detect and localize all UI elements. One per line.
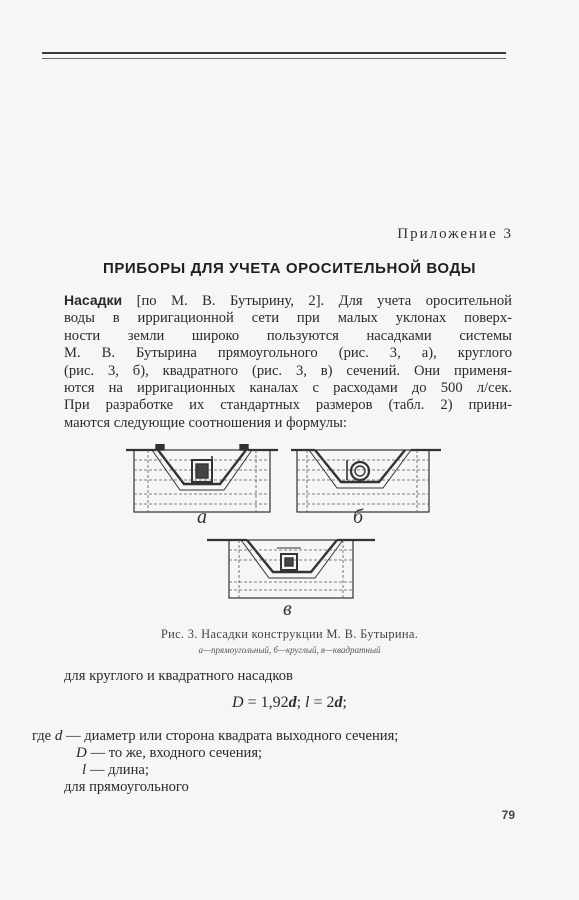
appendix-label: Приложение 3 <box>397 226 513 242</box>
para-line-7: При разработке их стандартных размеров (табл. 2) прини- <box>64 397 512 414</box>
para-line-4: М. В. Бутырина прямоугольного (рис. 3, а), круглого <box>64 345 512 362</box>
para-line-3: ности земли широко пользуются насадками системы <box>64 327 512 344</box>
top-rule <box>42 52 506 54</box>
formula-d-l: D = 1,92d; l = 2d; <box>232 694 347 711</box>
top-rule-thin <box>42 58 506 59</box>
text-round-square: для круглого и квадратного насадков <box>64 668 293 684</box>
legend-d: где d — диаметр или сторона квадрата выходного сечения; <box>32 728 399 744</box>
figure-c-square <box>207 534 375 604</box>
figure-c-label: в <box>283 598 292 620</box>
legend-l: l — длина; <box>82 762 149 778</box>
para-line-2: воды в ирригационной сети при малых уклонах поверх- <box>64 310 512 327</box>
page-number: 79 <box>501 808 515 822</box>
intro-paragraph <box>64 292 512 432</box>
legend-D: D — то же, входного сечения; <box>76 745 263 761</box>
figure-subcaption: а—прямоугольный, б—круглый, в—квадратный <box>198 645 381 655</box>
page-title: ПРИБОРЫ ДЛЯ УЧЕТА ОРОСИТЕЛЬНОЙ ВОДЫ <box>102 260 477 277</box>
para-line-5: (рис. 3, б), квадратного (рис. 3, в) сечений. Они применя- <box>64 362 512 379</box>
figure-b-round <box>291 444 441 518</box>
para-line-1: Насадки [по М. В. Бутырину, 2]. Для учета оросительной <box>64 292 512 309</box>
para-line-8: маются следующие соотношения и формулы: <box>64 414 347 431</box>
figure-b-label: б <box>353 506 364 528</box>
figure-a-label: а <box>197 506 207 528</box>
text-rect: для прямоугольного <box>64 779 189 795</box>
para-lead: Насадки <box>64 292 123 308</box>
para-line-6: ются на ирригационных каналах с расходами до 500 л/сек. <box>64 380 512 397</box>
figure-caption: Рис. 3. Насадки конструкции М. В. Бутырина. <box>160 627 419 641</box>
